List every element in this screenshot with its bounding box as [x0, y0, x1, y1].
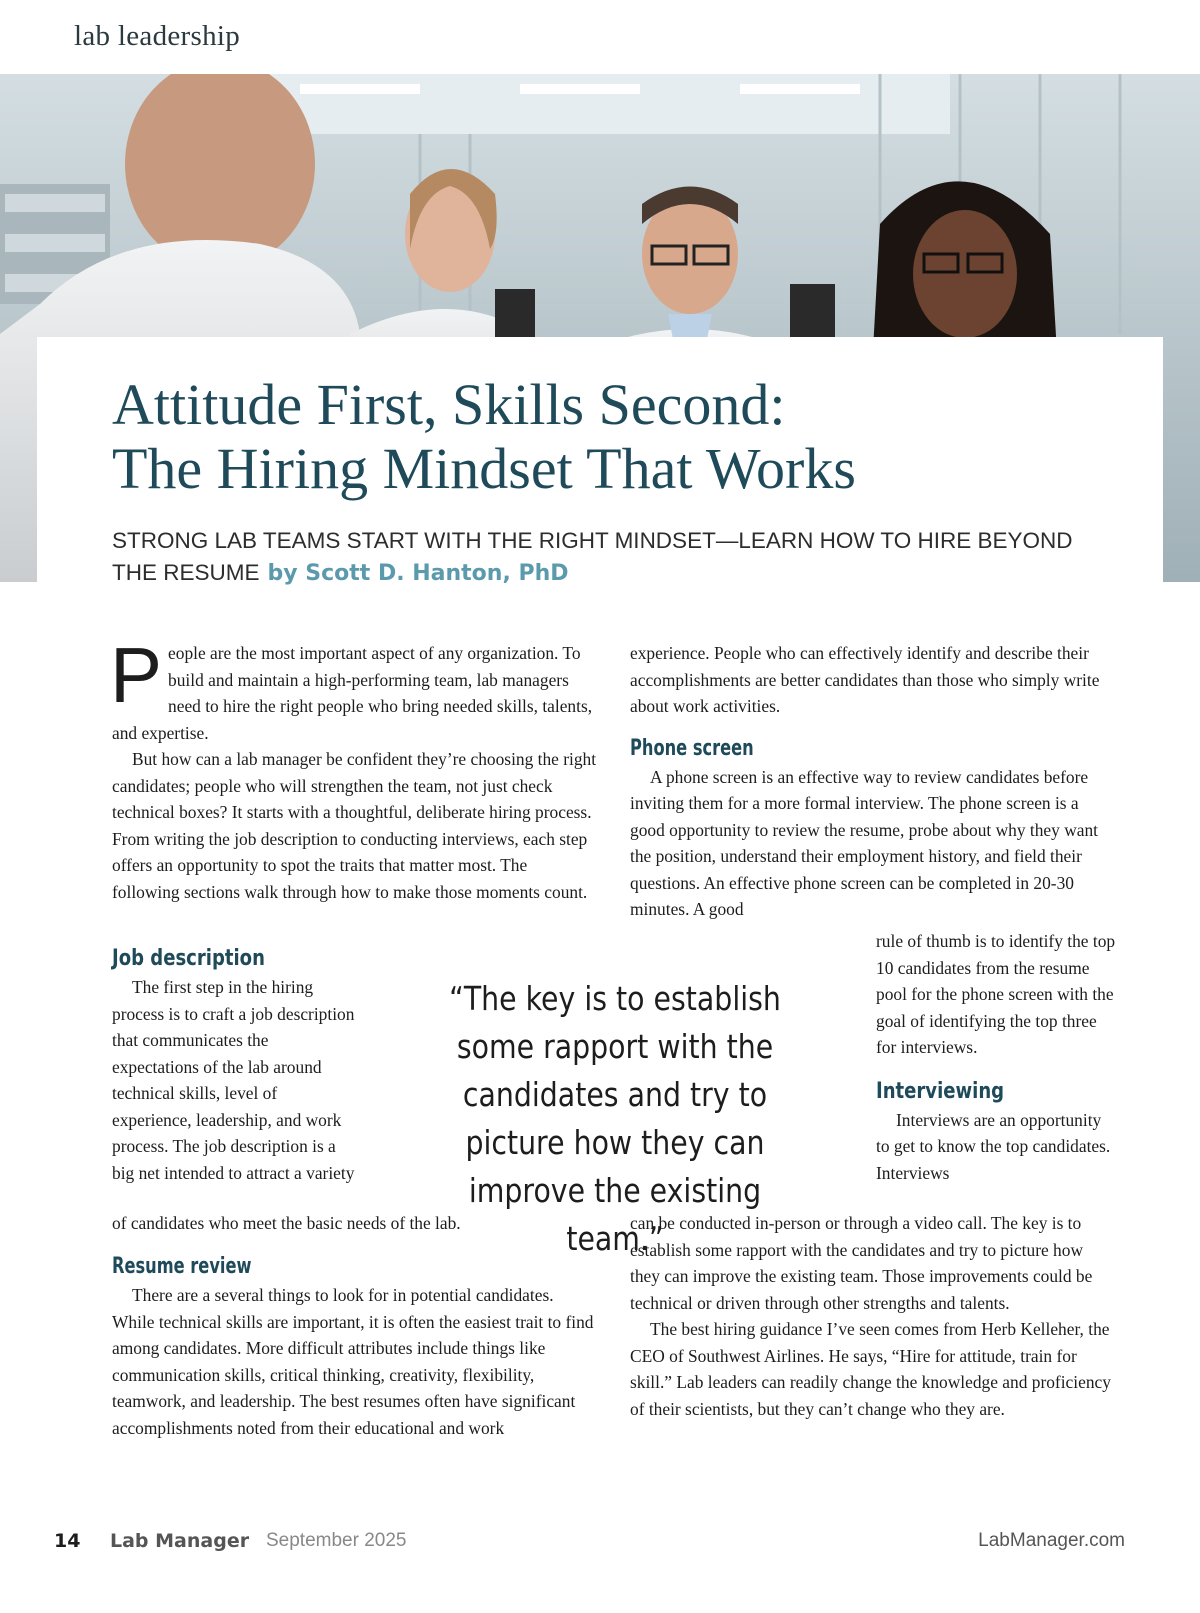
resume-review-section	[112, 1252, 597, 1441]
job-description-paragraph: The first step in the hiring process is to craft a job description that communicates the expectations of the lab around technical skills, level of experience, leadership, and work process. The job description is a big net intended to attract a variety	[112, 977, 355, 1183]
page-footer	[0, 1530, 1200, 1560]
right-column-upper	[630, 640, 1115, 923]
interviewing-paragraph: can be conducted in-person or through a video call. The key is to establish some rapport with the candidates and try to picture how they can improve the existing team. Those improvements could be technical or driven through other strengths and talents.	[630, 1213, 1093, 1313]
phone-screen-heading: Phone screen	[630, 735, 754, 761]
left-column-intro	[110, 631, 597, 905]
job-description-heading: Job description	[112, 946, 265, 971]
job-description-section	[112, 944, 357, 1186]
intro-paragraph-2: But how can a lab manager be confident they’re choosing the right candidates; people who will strengthen the team, not just check technical boxes? It starts with a thoughtful, deliberate hiring process. From writing the job description to conducting interviews, each step offers an opportunity to spot the traits that matter most. The following sections walk through how to make those moments count.	[112, 749, 597, 902]
title-panel	[37, 337, 1163, 586]
section-label: lab leadership	[74, 20, 241, 52]
title-line-1: Attitude First, Skills Second:	[112, 372, 786, 437]
interviewing-paragraph-start: Interviews are an opportunity to get to know the top candidates. Interviews	[876, 1109, 1111, 1183]
byline: by Scott D. Hanton, PhD	[267, 561, 569, 586]
magazine-name: Lab Manager	[110, 1530, 250, 1552]
job-description-paragraph-end: of candidates who meet the basic needs of the lab.	[112, 1213, 461, 1233]
closing-paragraph: The best hiring guidance I’ve seen comes from Herb Kelleher, the CEO of Southwest Airlines. He says, “Hire for attitude, train for skill.” Lab leaders can readily change the knowledge and proficiency of their scientists, but they can’t change who they are.	[630, 1319, 1111, 1419]
right-column-lower	[630, 1210, 1115, 1422]
phone-screen-paragraph: A phone screen is an effective way to review candidates before inviting them for a more formal interview. The phone screen is a good opportunity to review the resume, probe about why they want the position, understand their employment history, and field their questions. An effective phone screen can be completed in 20-30 minutes. A good	[630, 766, 1098, 919]
pull-quote: “The key is to establish some rapport with the candidates and try to picture how they can improve the existing team.”	[449, 979, 781, 1258]
drop-cap: P	[110, 631, 163, 719]
page-number: 14	[54, 1530, 81, 1552]
interviewing-heading: Interviewing	[876, 1078, 1005, 1104]
intro-paragraph-1: People are the most important aspect of any organization. To build and maintain a high-performing team, lab managers need to hire the right people who bring needed skills, talents, and expertise.	[110, 631, 593, 743]
right-narrow-column	[876, 928, 1116, 1186]
title-line-2: The Hiring Mindset That Works	[112, 436, 856, 501]
resume-review-paragraph: There are a several things to look for in potential candidates. While technical skills are important, it is often the easiest trait to find among candidates. More difficult attributes include things like communication skills, critical thinking, creativity, flexibility, teamwork, and leadership. The best resumes often have significant accomplishments noted from their educational and work	[112, 1285, 594, 1438]
resume-review-heading: Resume review	[112, 1254, 252, 1279]
article-title	[112, 373, 1112, 501]
article-deck	[112, 525, 1122, 590]
deck-text: STRONG LAB TEAMS START WITH THE RIGHT MINDSET—LEARN HOW TO HIRE BEYOND THE RESUME	[112, 528, 1073, 585]
issue-date: September 2025	[266, 1530, 407, 1551]
phone-screen-paragraph-cont: rule of thumb is to identify the top 10 candidates from the resume pool for the phone screen with the goal of identifying the top three for interviews.	[876, 931, 1116, 1057]
website-link[interactable]: LabManager.com	[978, 1530, 1125, 1551]
continued-paragraph: experience. People who can effectively identify and describe their accomplishments are better candidates than those who simply write about work activities.	[630, 643, 1100, 716]
